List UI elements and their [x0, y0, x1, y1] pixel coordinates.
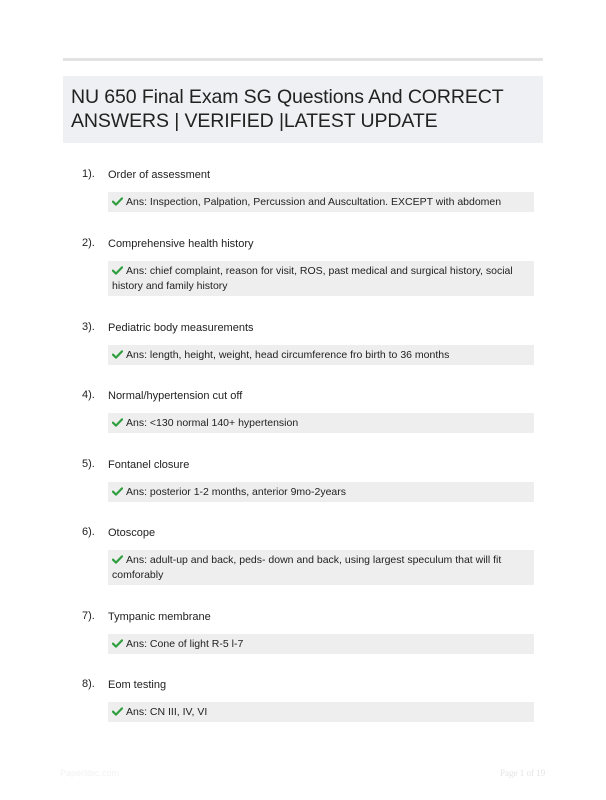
- answer-text: Ans: chief complaint, reason for visit, ROS, past medical and surgical history, social history and family history: [112, 265, 513, 292]
- check-icon: [112, 266, 123, 275]
- question-number: 1).: [82, 168, 95, 180]
- answer-box: [108, 482, 534, 502]
- question-text: Fontanel closure: [108, 459, 190, 471]
- answer-box: [108, 413, 534, 433]
- page-number: Page 1 of 19: [500, 768, 546, 778]
- title-line-1: NU 650 Final Exam SG Questions And CORRECT: [71, 86, 504, 108]
- check-icon: [112, 555, 123, 564]
- answer-box: [108, 261, 534, 296]
- question-number: 4).: [82, 389, 95, 401]
- title-line-2: ANSWERS | VERIFIED |LATEST UPDATE: [71, 110, 438, 132]
- question-text: Tympanic membrane: [108, 611, 211, 623]
- top-divider: [63, 58, 543, 61]
- footer-watermark: Paperlibic.com: [60, 768, 120, 778]
- check-icon: [112, 707, 123, 716]
- answer-text: Ans: posterior 1-2 months, anterior 9mo-2years: [126, 486, 347, 498]
- answer-text: Ans: Inspection, Palpation, Percussion and Auscultation. EXCEPT with abdomen: [126, 196, 502, 208]
- answer-text: Ans: length, height, weight, head circumference fro birth to 36 months: [126, 349, 450, 361]
- question-text: Comprehensive health history: [108, 238, 254, 250]
- title-banner: [63, 76, 543, 143]
- question-number: 6).: [82, 526, 95, 538]
- answer-box: [108, 550, 534, 585]
- answer-text: Ans: <130 normal 140+ hypertension: [126, 417, 299, 429]
- question-number: 8).: [82, 678, 95, 690]
- question-text: Otoscope: [108, 527, 156, 539]
- question-number: 2).: [82, 237, 95, 249]
- answer-box: [108, 345, 534, 365]
- question-text: Normal/hypertension cut off: [108, 390, 243, 402]
- answer-box: [108, 702, 534, 722]
- question-number: 5).: [82, 458, 95, 470]
- question-number: 3).: [82, 321, 95, 333]
- question-text: Pediatric body measurements: [108, 322, 254, 334]
- question-number: 7).: [82, 610, 95, 622]
- check-icon: [112, 418, 123, 427]
- check-icon: [112, 350, 123, 359]
- check-icon: [112, 639, 123, 648]
- answer-box: [108, 634, 534, 654]
- answer-text: Ans: adult-up and back, peds- down and back, using largest speculum that will fit comforably: [112, 554, 502, 581]
- answer-text: Ans: CN III, IV, VI: [126, 706, 208, 718]
- question-text: Order of assessment: [108, 169, 211, 181]
- check-icon: [112, 487, 123, 496]
- question-text: Eom testing: [108, 679, 167, 691]
- answer-box: [108, 192, 534, 212]
- answer-text: Ans: Cone of light R-5 l-7: [126, 638, 244, 650]
- page-title: [71, 85, 543, 133]
- check-icon: [112, 197, 123, 206]
